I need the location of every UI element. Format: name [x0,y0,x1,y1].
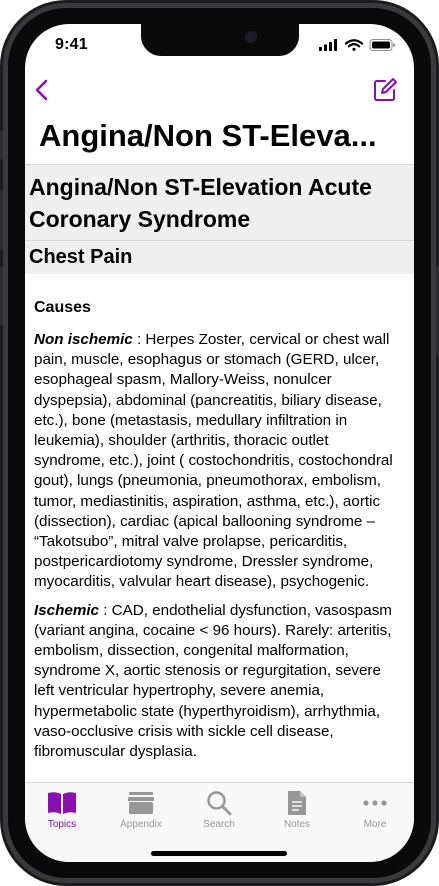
archive-icon [126,789,156,817]
tab-appendix[interactable] [106,789,176,833]
status-icons [317,38,397,52]
tab-label: Appendix [120,819,162,830]
battery-icon [370,40,395,51]
paragraph-ischemic [34,601,400,763]
subheading-band [25,240,414,274]
search-icon [205,789,233,817]
mute-switch [0,130,3,160]
tab-topics[interactable] [27,789,97,833]
book-icon [46,789,78,817]
section-title: Causes [34,299,91,316]
volume-down-button [0,266,3,326]
status-time: 9:41 [55,36,88,53]
tab-label: Notes [283,819,311,830]
signal-icon [319,39,337,51]
volume-up-button [0,190,3,250]
wifi-icon [346,40,362,51]
heading-band [25,164,414,240]
paragraph-term: Ischemic [34,601,100,619]
compose-icon[interactable] [371,76,399,104]
more-icon [361,789,389,817]
paragraph-non-ischemic [34,330,400,593]
screen [25,24,414,862]
article-heading: Angina/Non ST-Elevation Acute Coronary Syndrome [29,174,372,232]
tab-label: Search [203,819,235,830]
page-title: Angina/Non ST-Eleva... [39,118,377,153]
paragraph-text: : Herpes Zoster, cervical or chest wall pain, muscle, esophagus or stomach (GERD, ulcer, esophageal spasm, Mallory-Weiss, nonulcer dyspepsia), abdominal (pancreatitis, biliary disease, etc.), bone (metastasis, medullary infiltration in leukemia), shoulder (arthritis, thoracic outlet syndrome, etc.), joint ( costochondritis, costochondral gout), lungs (pneumonia, pneumothorax, embolism, tumor, mediastinitis, aspiration, asthma, etc.), aortic (dissection), cardiac (apical ballooning syndrome – “Takotsubo”, mitral valve prolapse, pericarditis, postpericardiotomy syndrome, Dressler syndrome, myocarditis, valvular heart disease), psychogenic. [34,331,393,591]
article-subheading: Chest Pain [29,246,133,268]
tab-more[interactable] [340,789,410,833]
paragraph-text: : CAD, endothelial dysfunction, vasospasm (variant angina, cocaine < 96 hours). Rarely: arteritis, embolism, dissection, congenital malformation, syndrome X, aortic stenosis or regurgitation, severe left ventricular hypertrophy, severe anemia, hypermetabolic state (hyperthyroidism), arrhythmia, vaso-occlusive crisis with sickle cell disease, fibromuscular dysplasia. [34,601,392,761]
camera-icon [245,31,257,43]
tab-bar [25,782,414,862]
paragraph-term: Non ischemic [34,331,133,348]
tab-search[interactable] [184,789,254,833]
back-chevron-icon[interactable] [31,76,57,104]
notch [141,24,299,56]
home-indicator[interactable] [151,851,287,856]
article-content[interactable] [25,164,414,782]
tab-label: Topics [47,819,77,830]
tab-label: More [363,819,387,830]
notes-icon [285,789,309,817]
tab-notes[interactable] [262,789,332,833]
article-body [25,298,414,762]
